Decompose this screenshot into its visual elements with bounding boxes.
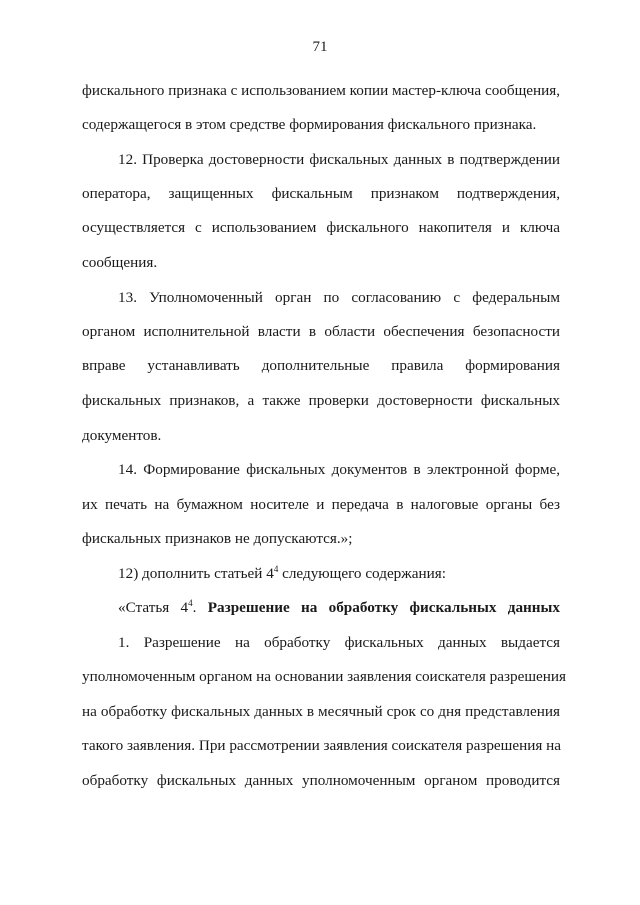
text-line: документов. bbox=[82, 427, 162, 444]
text-line: осуществляется с использованием фискального накопителя и ключа bbox=[82, 219, 560, 236]
amendment-text: 12) дополнить статьей 4 bbox=[118, 565, 274, 582]
article-label: . bbox=[192, 599, 208, 616]
article-heading bbox=[118, 598, 560, 618]
text-line: содержащегося в этом средстве формирования фискального признака. bbox=[82, 116, 537, 133]
amendment-item-12 bbox=[118, 564, 560, 584]
article-paragraph-1-start: 1. Разрешение на обработку фискальных данных выдается bbox=[118, 634, 560, 651]
text-line: сообщения. bbox=[82, 254, 158, 271]
superscript: 4 bbox=[188, 598, 193, 608]
text-line: вправе устанавливать дополнительные правила формирования bbox=[82, 357, 560, 374]
text-line: оператора, защищенных фискальным признаком подтверждения, bbox=[82, 185, 560, 202]
article-title: Разрешение на обработку фискальных данных bbox=[207, 599, 560, 616]
text-line: фискальных признаков не допускаются.»; bbox=[82, 530, 353, 547]
text-line: их печать на бумажном носителе и передача в налоговые органы без bbox=[82, 496, 560, 513]
text-line: на обработку фискальных данных в месячный срок со дня представления bbox=[82, 703, 560, 720]
article-label: «Статья 4 bbox=[118, 599, 189, 616]
amendment-text: следующего содержания: bbox=[278, 565, 446, 582]
paragraph-14-start: 14. Формирование фискальных документов в электронной форме, bbox=[118, 461, 560, 478]
text-line: обработку фискальных данных уполномоченным органом проводится bbox=[82, 772, 560, 789]
page-number: 71 bbox=[312, 39, 328, 55]
text-line: органом исполнительной власти в области обеспечения безопасности bbox=[82, 323, 560, 340]
text-line: уполномоченным органом на основании заявления соискателя разрешения bbox=[82, 668, 567, 685]
text-line: фискальных признаков, а также проверки достоверности фискальных bbox=[82, 392, 560, 409]
text-line: такого заявления. При рассмотрении заявления соискателя разрешения на bbox=[82, 737, 562, 754]
paragraph-13-start: 13. Уполномоченный орган по согласованию с федеральным bbox=[118, 289, 560, 306]
superscript: 4 bbox=[273, 564, 279, 574]
text-line: фискального признака с использованием копии мастер-ключа сообщения, bbox=[82, 82, 561, 99]
paragraph-12-start: 12. Проверка достоверности фискальных данных в подтверждении bbox=[118, 151, 560, 168]
